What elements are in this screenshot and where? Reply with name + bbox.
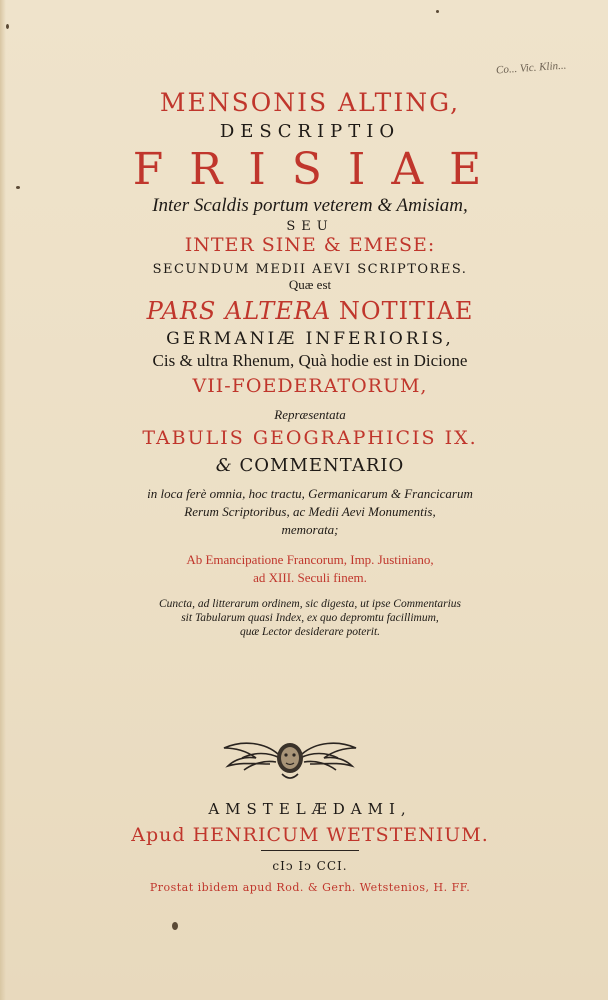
winged-head-ornament-icon [220, 728, 360, 784]
imprint-year: cIↄ Iↄ CCI. [272, 859, 348, 873]
foederatorum-line: VII-FOEDERATORUM, [192, 375, 428, 397]
quae-lector-line: quæ Lector desiderare poterit. [239, 626, 381, 638]
handwritten-note: Co... Vic. Klin... [495, 59, 567, 77]
paper-speck [6, 24, 9, 29]
memorata-line: memorata; [281, 522, 339, 537]
repraesentata-line: Repræsentata [274, 407, 346, 422]
cuncta-line: Cuncta, ad litterarum ordinem, sic digesta, ut ipse Commentarius [158, 598, 462, 610]
imprint-place: AMSTELÆDAMI, [208, 800, 412, 818]
commentario-ampersand: & [215, 455, 233, 476]
author-line: MENSONIS ALTING, [159, 88, 461, 117]
commentario-text: COMMENTARIO [239, 455, 405, 476]
sit-tabularum-line: sit Tabularum quasi Index, ex quo depromtu facillimum, [181, 612, 439, 624]
commentario-line [60, 455, 560, 476]
pars-altera-text: PARS ALTERA [146, 297, 332, 325]
frisiae-line: FRISIAE [132, 144, 508, 195]
page-edge-shadow [0, 0, 6, 1000]
cis-ultra-line: Cis & ultra Rhenum, Quà hodie est in Dicione [152, 351, 468, 370]
imprint-printer-line [60, 824, 560, 846]
germaniae-line: GERMANIÆ INFERIORIS, [166, 329, 454, 349]
imprint-rule [261, 850, 359, 851]
ad-xiii-line: ad XIII. Seculi finem. [253, 570, 367, 585]
ab-emancipatione-line: Ab Emancipatione Francorum, Imp. Justiniano, [186, 552, 434, 567]
inter-scaldis-line: Inter Scaldis portum veterem & Amisiam, [152, 195, 468, 216]
in-loca-line: in loca ferè omnia, hoc tractu, Germanicarum & Francicarum [147, 486, 473, 501]
secundum-line: SECUNDUM MEDII AEVI SCRIPTORES. [152, 262, 468, 277]
paper-speck [436, 10, 439, 13]
seu-line: SEU [286, 219, 334, 234]
pars-altera-line [60, 297, 560, 325]
descriptio-line: DESCRIPTIO [219, 121, 401, 142]
inter-sine-line: INTER SINE & EMESE: [184, 234, 436, 256]
paper-speck [16, 186, 20, 189]
imprint-block [60, 800, 560, 894]
imprint-printer: HENRICUM WETSTENIUM. [192, 824, 489, 846]
imprint-prostat: Prostat ibidem apud Rod. & Gerh. Wetstenios, H. FF. [149, 881, 471, 894]
title-block [60, 88, 560, 638]
tabulis-line: TABULIS GEOGRAPHICIS IX. [142, 427, 478, 449]
rerum-line: Rerum Scriptoribus, ac Medii Aevi Monumentis, [184, 504, 436, 519]
imprint-apud: Apud [131, 824, 186, 846]
paper-speck [172, 922, 178, 930]
notitiae-text: NOTITIAE [338, 297, 474, 325]
quae-est-line: Quæ est [288, 277, 332, 292]
